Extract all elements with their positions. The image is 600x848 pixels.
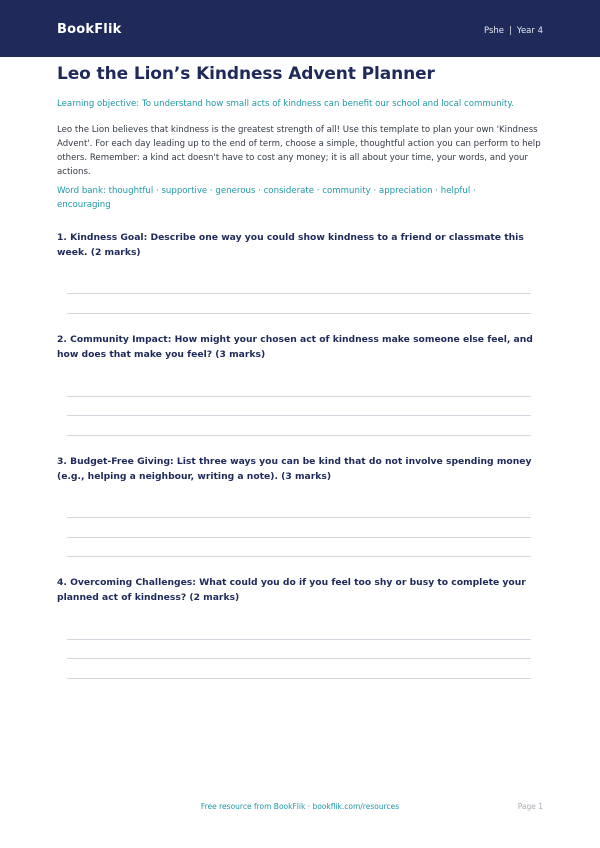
- question-3: 3. Budget-Free Giving: List three ways you can be kind that do not involve spending money (e.g., helping a neighbour, writing a note). (3 marks): [57, 456, 532, 482]
- answer-line[interactable]: [67, 293, 531, 294]
- question-2: 2. Community Impact: How might your chosen act of kindness make someone else feel, and how does that make you feel? (3 marks): [57, 334, 533, 360]
- answer-line[interactable]: [67, 313, 531, 314]
- meta-separator: |: [509, 26, 512, 36]
- answer-line[interactable]: [67, 639, 531, 640]
- intro-paragraph: Leo the Lion believes that kindness is the greatest strength of all! Use this template to plan your own 'Kindness Advent'. For each day leading up to the end of term, choose a simple, thoughtful action you can perform to help others. Remember: a kind act doesn't have to cost any money; it is all about your time, your words, and your actions.: [57, 125, 541, 177]
- page-title: Leo the Lion’s Kindness Advent Planner: [57, 64, 435, 84]
- answer-line[interactable]: [67, 415, 531, 416]
- answer-line[interactable]: [67, 435, 531, 436]
- subject-year-label: [484, 26, 543, 36]
- answer-line[interactable]: [67, 658, 531, 659]
- brand-logo[interactable]: BookFlik: [57, 22, 122, 37]
- answer-line[interactable]: [67, 517, 531, 518]
- question-4: 4. Overcoming Challenges: What could you do if you feel too shy or busy to complete your planned act of kindness? (2 marks): [57, 577, 526, 603]
- page-number: Page 1: [517, 802, 543, 811]
- learning-objective: Learning objective: To understand how small acts of kindness can benefit our school and local community.: [57, 99, 514, 109]
- answer-line[interactable]: [67, 537, 531, 538]
- question-1: 1. Kindness Goal: Describe one way you could show kindness to a friend or classmate this week. (2 marks): [57, 232, 524, 258]
- subject-label: Pshe: [483, 26, 505, 36]
- footer-credit-link[interactable]: Free resource from BookFlik · bookflik.com/resources: [200, 802, 400, 811]
- answer-line[interactable]: [67, 396, 531, 397]
- answer-line[interactable]: [67, 556, 531, 557]
- year-label: Year 4: [516, 26, 543, 36]
- answer-line[interactable]: [67, 678, 531, 679]
- header-bar: [0, 0, 600, 57]
- word-bank: Word bank: thoughtful · supportive · generous · considerate · community · appreciation · helpful · encouraging: [57, 186, 476, 210]
